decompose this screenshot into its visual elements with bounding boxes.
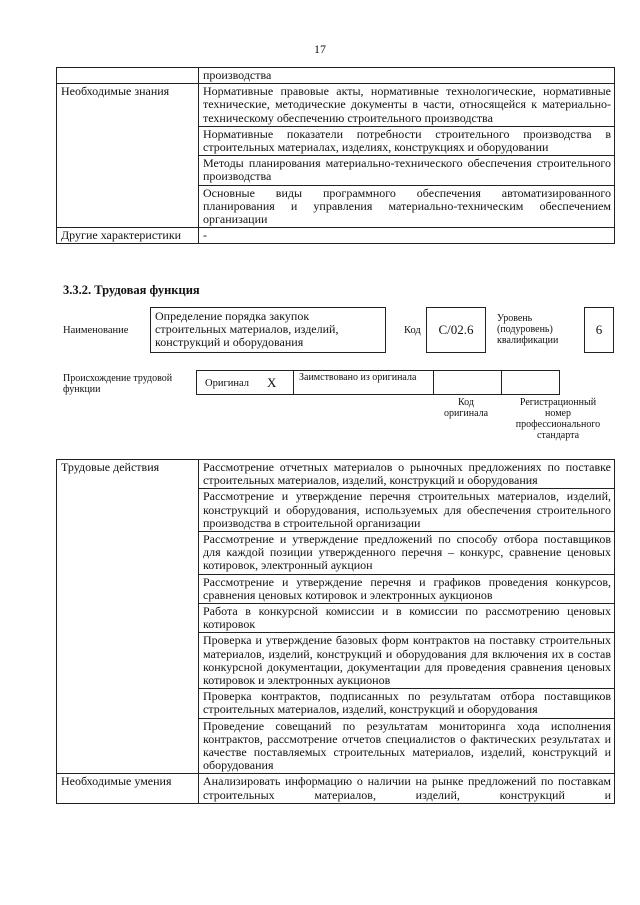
table-row xyxy=(57,84,615,127)
action-item: Рассмотрение отчетных материалов о рыночных предложениях по поставке строительных материалов, изделий, конструкций и оборудования xyxy=(199,460,615,489)
origin-box xyxy=(196,370,560,395)
knowledge-label: Необходимые знания xyxy=(57,84,199,228)
actions-table xyxy=(56,459,615,804)
table-row xyxy=(57,774,615,803)
original-label: Оригинал xyxy=(205,378,249,389)
knowledge-table xyxy=(56,67,615,244)
table-row xyxy=(57,460,615,489)
skills-item: Анализировать информацию о наличии на рынке предложений по поставкам строительных материалов, изделий, конструкций и xyxy=(199,774,615,803)
knowledge-item: Нормативные показатели потребности строительного производства в строительных материалах, изделиях, конструкциях и оборудовании xyxy=(199,126,615,155)
table-row xyxy=(57,228,615,244)
divider xyxy=(433,370,434,395)
skills-label: Необходимые умения xyxy=(57,774,199,803)
action-item: Рассмотрение и утверждение перечня и графиков проведения конкурсов, сравнения ценовых котировок и электронных аукционов xyxy=(199,574,615,603)
knowledge-item: Нормативные правовые акты, нормативные технологические, нормативные технические, методические документы в части, относящейся к материально-техническому обеспечению строительного производства xyxy=(199,84,615,127)
continued-text: производства xyxy=(199,68,615,84)
reg-caption: Регистрационный номер профессионального стандарта xyxy=(515,397,601,441)
action-item: Рассмотрение и утверждение перечня строительных материалов, изделий, конструкций и оборудования, используемых для обеспечения строительного производства в строительной организации xyxy=(199,489,615,532)
knowledge-item: Методы планирования материально-технического обеспечения строительного производства xyxy=(199,156,615,185)
other-value: - xyxy=(199,228,615,244)
level-value: 6 xyxy=(584,307,614,353)
divider xyxy=(501,370,502,395)
code-label: Код xyxy=(404,325,421,336)
knowledge-item: Основные виды программного обеспечения автоматизированного планирования и управления материально-техническим обеспечением организации xyxy=(199,185,615,228)
section-title: 3.3.2. Трудовая функция xyxy=(63,283,200,297)
action-item: Работа в конкурсной комиссии и в комиссии по рассмотрению ценовых котировок xyxy=(199,604,615,633)
divider xyxy=(293,370,294,395)
original-mark: X xyxy=(267,375,277,390)
borrowed-label: Заимствовано из оригинала xyxy=(299,372,417,383)
other-label: Другие характеристики xyxy=(57,228,199,244)
name-label: Наименование xyxy=(63,325,129,336)
action-item: Проведение совещаний по результатам мониторинга хода исполнения контрактов, рассмотрение отчетов специалистов о фактических результатах и качестве поставляемых строительных материалов, изделий, конструкций и оборудования xyxy=(199,718,615,774)
action-item: Рассмотрение и утверждение предложений по способу отбора поставщиков для каждой позиции утвержденного перечня – конкурс, сравнение ценовых котировок, электронный аукцион xyxy=(199,532,615,575)
page-number: 17 xyxy=(314,42,326,56)
code-caption: Код оригинала xyxy=(443,397,489,419)
action-item: Проверка и утверждение базовых форм контрактов на поставку строительных материалов, изделий, конструкций и оборудования для включения их в состав конкурсной документации, документации для проведения сравнения ценовых котировок и электронных аукционов xyxy=(199,633,615,689)
code-value: С/02.6 xyxy=(426,307,486,353)
origin-label: Происхождение трудовой функции xyxy=(63,373,173,395)
action-item: Проверка контрактов, подписанных по результатам отбора поставщиков строительных материалов, изделий, конструкций и оборудования xyxy=(199,689,615,718)
level-label: Уровень (подуровень) квалификации xyxy=(497,313,559,346)
function-name: Определение порядка закупок строительных материалов, изделий, конструкций и оборудования xyxy=(150,307,386,353)
actions-label: Трудовые действия xyxy=(57,460,199,774)
table-row xyxy=(57,68,615,84)
